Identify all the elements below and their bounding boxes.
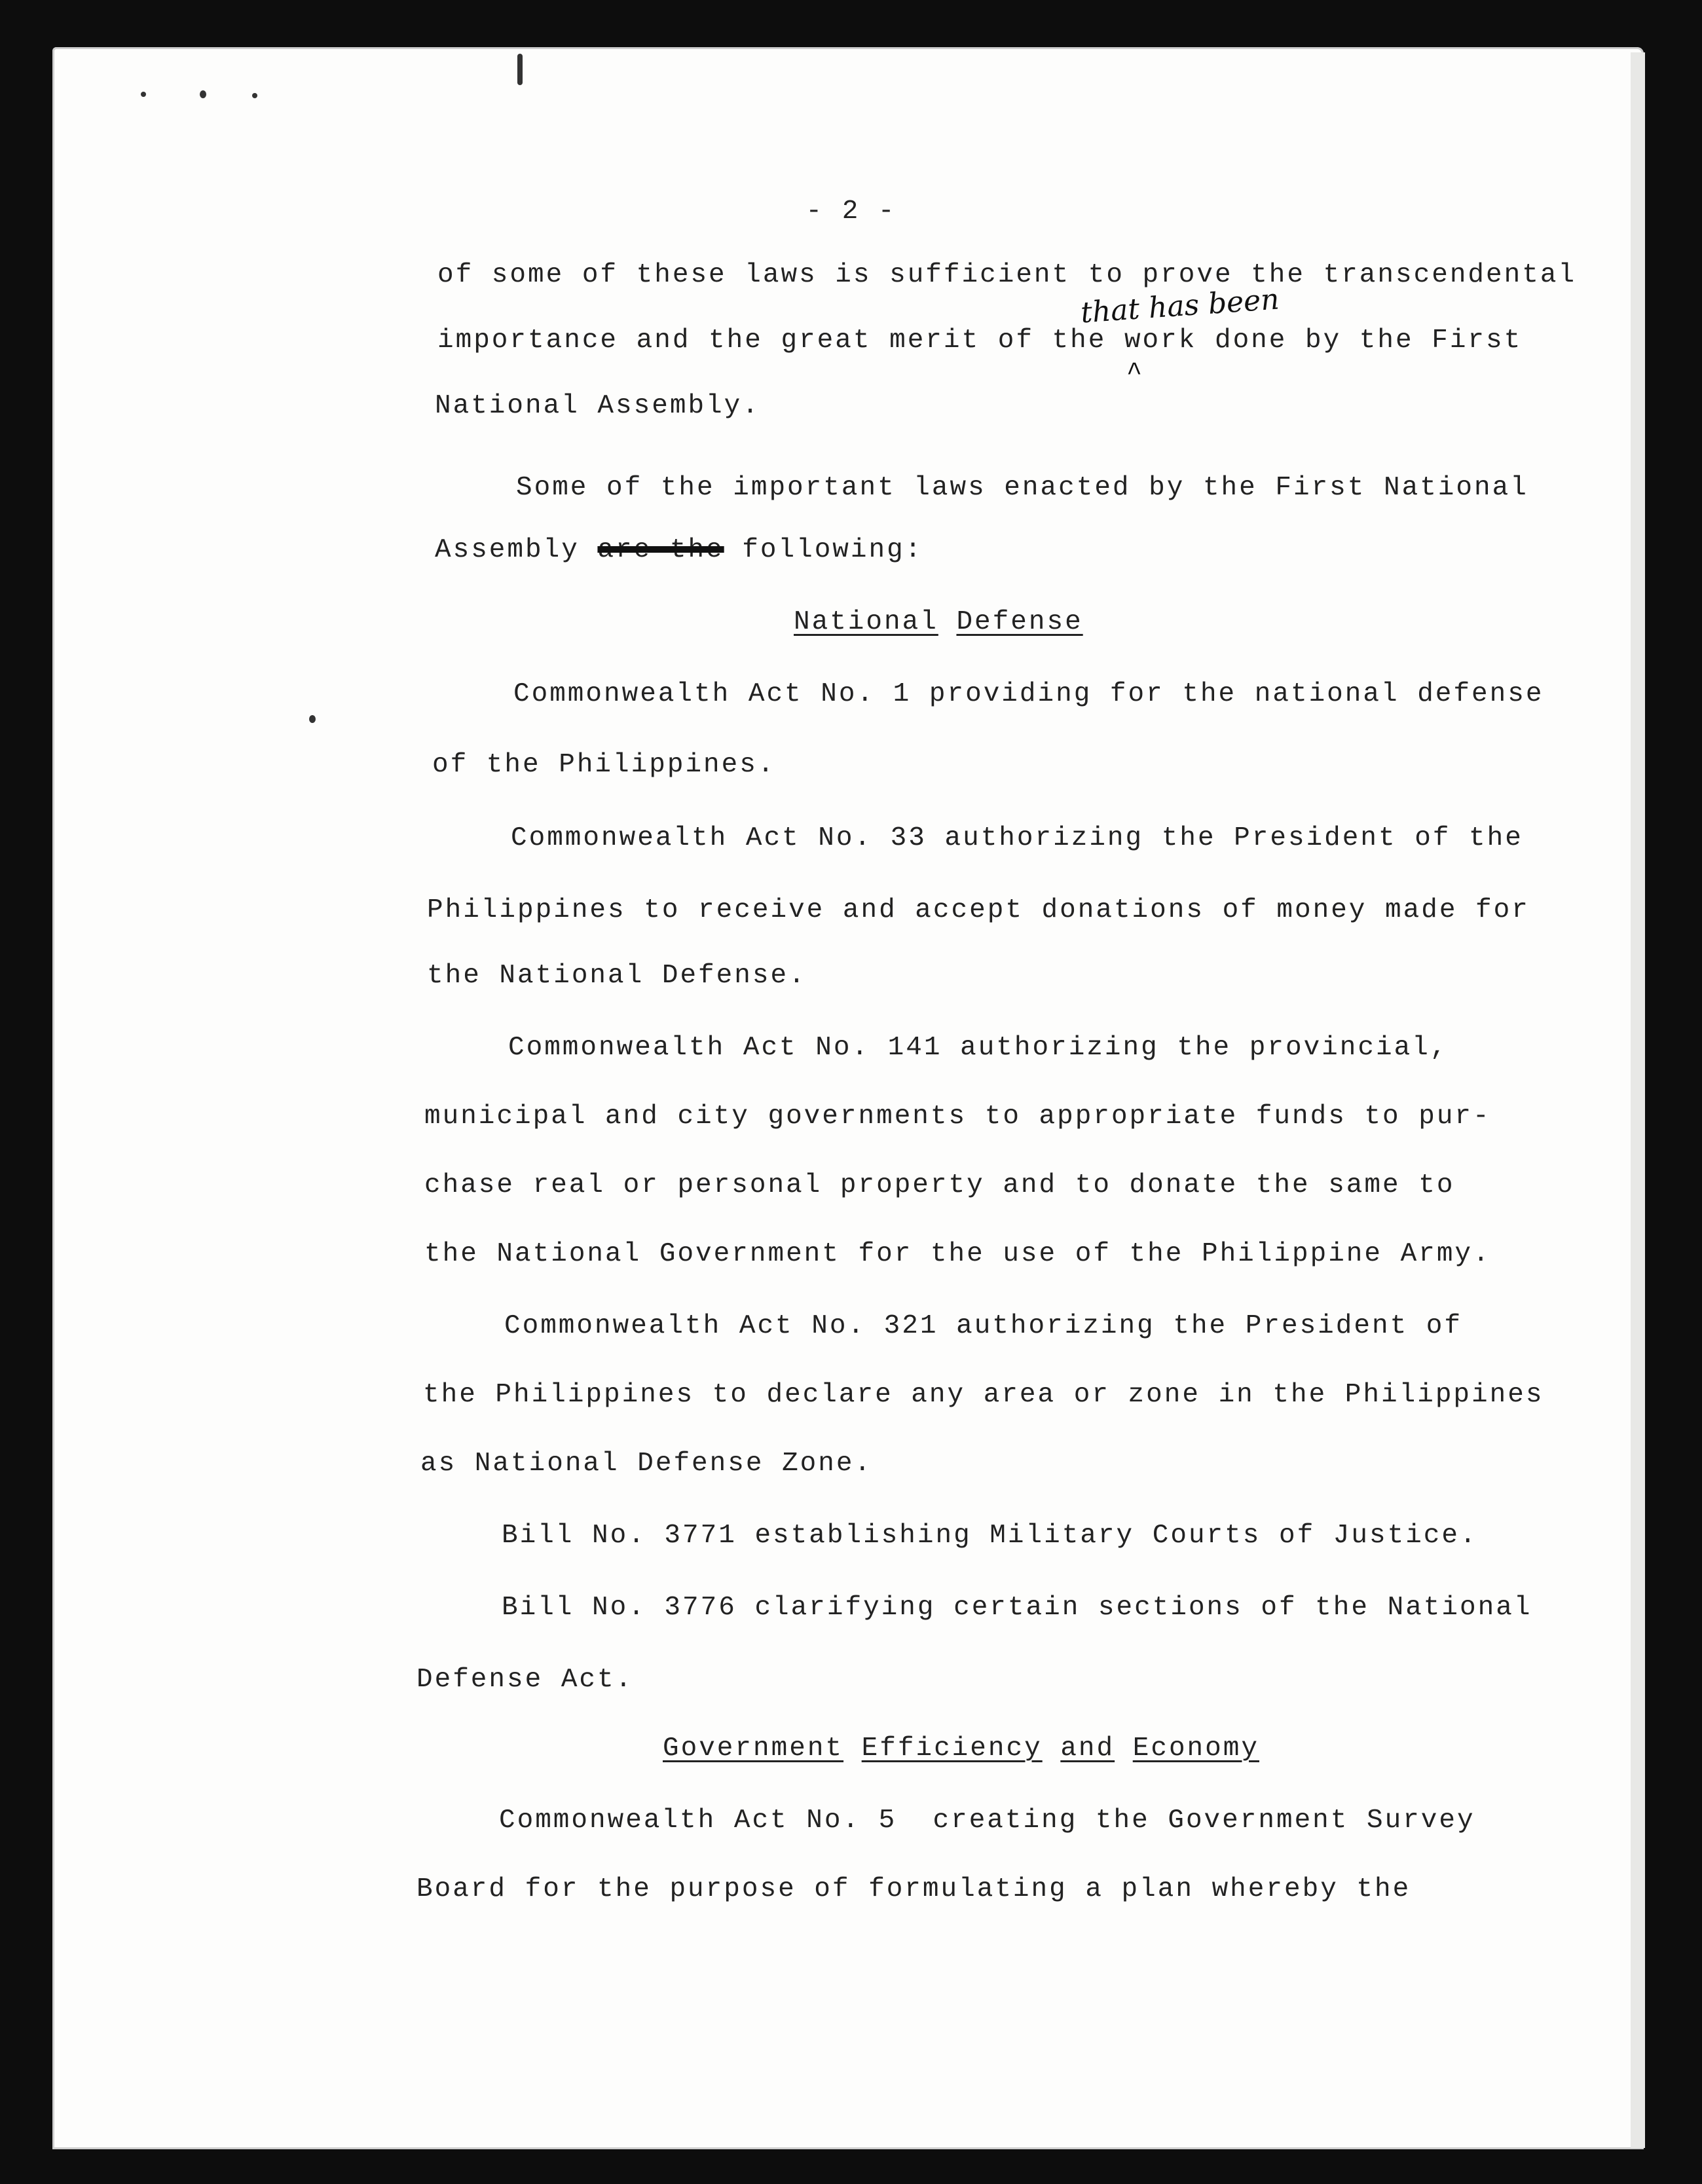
text-line: National Assembly.	[435, 391, 760, 421]
text-line: Some of the important laws enacted by the First National	[516, 473, 1528, 503]
text-line: Defense Act.	[416, 1665, 634, 1695]
section-heading	[794, 606, 1083, 639]
heading-word: Defense	[956, 607, 1083, 637]
text-line: Commonwealth Act No. 321 authorizing the President of	[504, 1311, 1463, 1341]
text-line: Board for the purpose of formulating a plan whereby the	[416, 1874, 1411, 1904]
text-line	[435, 534, 923, 566]
text-line: the National Government for the use of the Philippine Army.	[424, 1239, 1491, 1269]
text-line: Commonwealth Act No. 5 creating the Government Survey	[499, 1805, 1475, 1836]
heading-word: and	[1060, 1733, 1115, 1764]
section-heading	[663, 1732, 1259, 1765]
text-line: the Philippines to declare any area or zone in the Philippines	[423, 1380, 1544, 1410]
text-line: Commonwealth Act No. 1 providing for the national defense	[513, 679, 1544, 709]
text-line: Philippines to receive and accept donations of money made for	[427, 895, 1530, 925]
struck-text: are the	[597, 535, 724, 565]
heading-word: Economy	[1132, 1733, 1259, 1764]
text-line: Bill No. 3771 establishing Military Courts of Justice.	[502, 1521, 1478, 1551]
page-number: - 2 -	[805, 196, 897, 227]
text-line: importance and the great merit of the work done by the First	[437, 325, 1523, 356]
insertion-caret-icon: ^	[1126, 359, 1143, 388]
text-line: as National Defense Zone.	[420, 1449, 873, 1479]
text-fragment: Assembly	[435, 535, 598, 565]
heading-word: Efficiency	[861, 1733, 1043, 1764]
text-line: municipal and city governments to appropriate funds to pur-	[424, 1101, 1491, 1132]
text-line: Commonwealth Act No. 33 authorizing the President of the	[511, 823, 1523, 853]
text-line: Commonwealth Act No. 141 authorizing the provincial,	[508, 1033, 1449, 1063]
heading-word: National	[794, 607, 938, 637]
heading-word: Government	[663, 1733, 844, 1764]
text-line: of some of these laws is sufficient to prove the transcendental	[437, 260, 1577, 290]
text-line: the National Defense.	[427, 961, 807, 991]
text-line: Bill No. 3776 clarifying certain sections of the National	[502, 1593, 1532, 1623]
handwritten-insertion: that has been	[1079, 282, 1281, 330]
text-line: of the Philippines.	[432, 750, 776, 780]
text-fragment: following:	[724, 535, 923, 565]
text-line: chase real or personal property and to donate the same to	[424, 1170, 1455, 1200]
